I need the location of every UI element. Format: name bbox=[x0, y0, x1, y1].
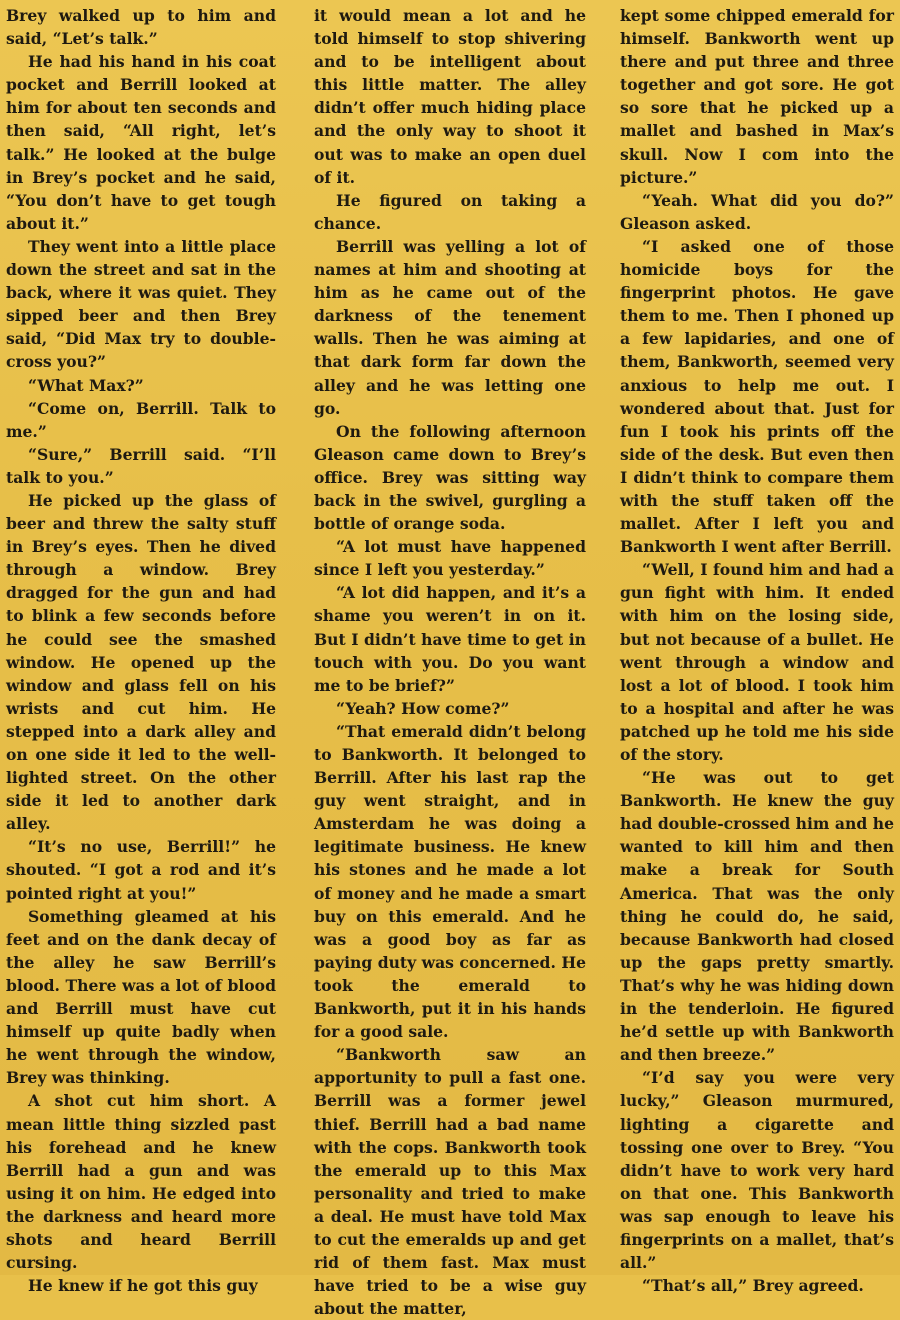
paragraph: “What Max?” bbox=[28, 375, 144, 395]
paragraph: He picked up the glass of beer and threw the salty stuff in Brey’s eyes. Then he dived through a window. Brey dragged for the gun and had to blink a few seconds before he could see the smashed window. He opened up the window and glass fell on his wrists and cut him. He stepped into a dark alley and on one side it led to the well-lighted street. On the other side it led to another dark alley. bbox=[6, 490, 276, 834]
paragraph: “He was out to get Bankworth. He knew the guy had double-crossed him and he wanted to kill him and then make a break for South America. That was the only thing he could do, he said, because Bankworth had closed up the gaps pretty smartly. That’s why he was hiding down in the tenderloin. He figured he’d settle up with Bankworth and then breeze.” bbox=[620, 768, 894, 1065]
text-column-2 bbox=[314, 4, 586, 1320]
paragraph: Brey walked up to him and said, “Let’s talk.” bbox=[6, 6, 276, 49]
text-column-3 bbox=[620, 4, 894, 1297]
paragraph: Berrill was yelling a lot of names at him and shooting at him as he came out of the darkness of the tenement walls. Then he was aiming at that dark form far down the alley and he was letting one go. bbox=[314, 236, 586, 418]
paragraph: On the following afternoon Gleason came down to Brey’s office. Brey was sitting way back in the swivel, gurgling a bottle of orange soda. bbox=[314, 421, 586, 534]
paragraph: “I asked one of those homicide boys for the fingerprint photos. He gave them to me. Then I phoned up a few lapidaries, and one of them, Bankworth, seemed very anxious to help me out. I wondered about that. Just for fun I took his prints off the side of the desk. But even then I didn’t think to compare them with the stuff taken off the mallet. After I left you and Bankworth I went after Berrill. bbox=[620, 236, 894, 557]
paragraph: They went into a little place down the street and sat in the back, where it was quiet. They sipped beer and then Brey said, “Did Max try to double-cross you?” bbox=[6, 236, 276, 372]
paragraph: Something gleamed at his feet and on the dank decay of the alley he saw Berrill’s blood. There was a lot of blood and Berrill must have cut himself up quite badly when he went through the window, Brey was thinking. bbox=[6, 906, 276, 1088]
paragraph: “Sure,” Berrill said. “I’ll talk to you.” bbox=[6, 444, 276, 487]
paragraph: A shot cut him short. A mean little thing sizzled past his forehead and he knew Berrill had a gun and was using it on him. He edged into the darkness and heard more shots and heard Berrill cursing. bbox=[6, 1091, 276, 1273]
paragraph: “That emerald didn’t belong to Bankworth. It belonged to Berrill. After his last rap the guy went straight, and in Amsterdam he was doing a legitimate business. He knew his stones and he made a lot of money and he made a smart buy on this emerald. And he was a good boy as far as paying duty was concerned. He took the emerald to Bankworth, put it in his hands for a good sale. bbox=[314, 721, 586, 1042]
text-column-1 bbox=[6, 4, 276, 1297]
paragraph: “That’s all,” Brey agreed. bbox=[642, 1276, 864, 1296]
paragraph: He had his hand in his coat pocket and Berrill looked at him for about ten seconds and then said, “All right, let’s talk.” He looked at the bulge in Brey’s pocket and he said, “You don’t have to get tough about it.” bbox=[6, 52, 276, 233]
paragraph: “A lot did happen, and it’s a shame you weren’t in on it. But I didn’t have time to get in touch with you. Do you want me to be brief?” bbox=[314, 583, 586, 695]
paragraph: it would mean a lot and he told himself to stop shivering and to be intelligent about this little matter. The alley didn’t offer much hiding place and the only way to shoot it out was to make an open duel of it. bbox=[314, 6, 586, 187]
paragraph: “Bankworth saw an apportunity to pull a fast one. Berrill was a former jewel thief. Berrill had a bad name with the cops. Bankworth took the emerald up to this Max personality and tried to make a deal. He must have told Max to cut the emeralds up and get rid of them fast. Max must have tried to be a wise guy about the matter, bbox=[314, 1045, 586, 1319]
paragraph: He figured on taking a chance. bbox=[314, 190, 586, 233]
paragraph: “Well, I found him and had a gun fight with him. It ended with him on the losing side, but not because of a bullet. He went through a window and lost a lot of blood. I took him to a hospital and after he was patched up he told me his side of the story. bbox=[620, 560, 894, 764]
paragraph: He knew if he got this guy bbox=[28, 1276, 258, 1296]
paragraph: “I’d say you were very lucky,” Gleason murmured, lighting a cigarette and tossing one over to Brey. “You didn’t have to work very hard on that one. This Bankworth was sap enough to leave his fingerprints on a mallet, that’s all.” bbox=[620, 1068, 894, 1273]
paragraph: kept some chipped emerald for himself. Bankworth went up there and put three and three together and got sore. He got so sore that he picked up a mallet and bashed in Max’s skull. Now I com into the picture.” bbox=[620, 6, 894, 187]
paragraph: “It’s no use, Berrill!” he shouted. “I got a rod and it’s pointed right at you!” bbox=[6, 837, 276, 903]
paragraph: “A lot must have happened since I left you yesterday.” bbox=[314, 537, 586, 580]
paragraph: “Come on, Berrill. Talk to me.” bbox=[6, 398, 276, 441]
paragraph: “Yeah? How come?” bbox=[336, 698, 510, 718]
paragraph: “Yeah. What did you do?” Gleason asked. bbox=[620, 190, 894, 233]
